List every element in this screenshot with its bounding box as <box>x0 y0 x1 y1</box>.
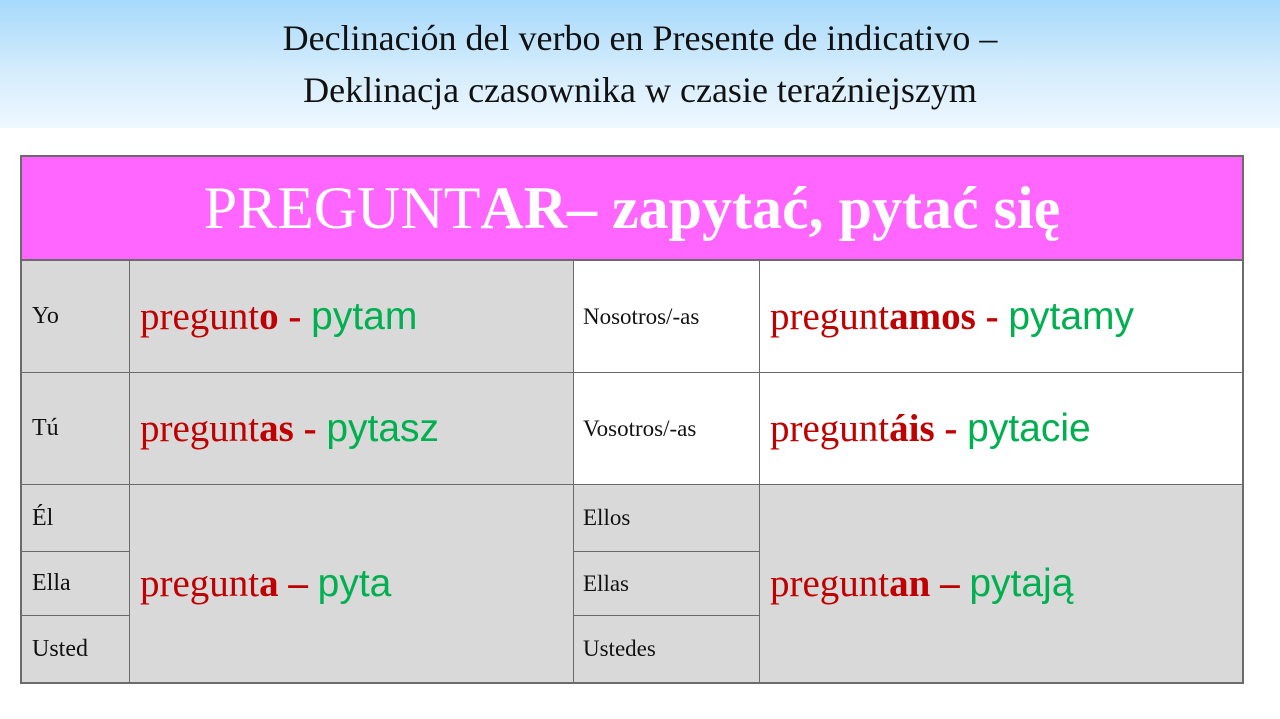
polish-translation: pyta <box>317 561 392 605</box>
polish-translation: pytam <box>311 294 418 338</box>
conjugation-nosotros <box>760 261 1242 373</box>
conjugation-yo <box>130 261 574 373</box>
polish-translation: pytają <box>969 561 1074 605</box>
pronoun-ellas: Ellas <box>574 552 760 616</box>
pronoun-vosotros: Vosotros/-as <box>574 373 760 485</box>
form-ending: amos <box>889 295 976 338</box>
pronoun-ellos: Ellos <box>574 485 760 552</box>
verb-stem: PREGUNT <box>203 174 481 241</box>
form-stem: pregunt <box>770 562 890 605</box>
pronoun-ella: Ella <box>22 552 130 616</box>
form-ending: o <box>259 295 279 338</box>
form-stem: pregunt <box>140 407 260 450</box>
conjugation-table <box>20 155 1244 684</box>
title-line-spanish: Declinación del verbo en Presente de indicativo – <box>282 18 998 58</box>
form-ending: áis <box>889 407 935 450</box>
form-separator: – <box>930 562 970 605</box>
form-separator: - <box>934 407 968 450</box>
verb-ending: AR <box>480 174 568 241</box>
form-ending: as <box>259 407 294 450</box>
pronoun-yo: Yo <box>22 261 130 373</box>
form-separator: – <box>278 562 318 605</box>
form-stem: pregunt <box>140 295 260 338</box>
conjugation-vosotros <box>760 373 1242 485</box>
pronoun-el: Él <box>22 485 130 552</box>
title-line-polish: Deklinacja czasownika w czasie teraźniejszym <box>303 70 977 110</box>
pronoun-usted: Usted <box>22 616 130 682</box>
pronoun-tu: Tú <box>22 373 130 485</box>
verb-banner <box>22 157 1242 261</box>
form-separator: - <box>293 407 327 450</box>
pronoun-nosotros: Nosotros/-as <box>574 261 760 373</box>
form-stem: pregunt <box>770 407 890 450</box>
form-separator: - <box>278 295 312 338</box>
polish-translation: pytacie <box>967 406 1091 450</box>
slide-header <box>0 0 1280 128</box>
pronoun-ustedes: Ustedes <box>574 616 760 682</box>
polish-translation: pytamy <box>1008 294 1135 338</box>
form-ending: a <box>259 562 279 605</box>
conjugation-tu <box>130 373 574 485</box>
form-separator: - <box>975 295 1009 338</box>
conjugation-ellos <box>760 485 1242 682</box>
form-ending: an <box>889 562 931 605</box>
polish-translation: pytasz <box>326 406 440 450</box>
conjugation-el <box>130 485 574 682</box>
form-stem: pregunt <box>140 562 260 605</box>
form-stem: pregunt <box>770 295 890 338</box>
verb-translation: – zapytać, pytać się <box>567 174 1061 241</box>
